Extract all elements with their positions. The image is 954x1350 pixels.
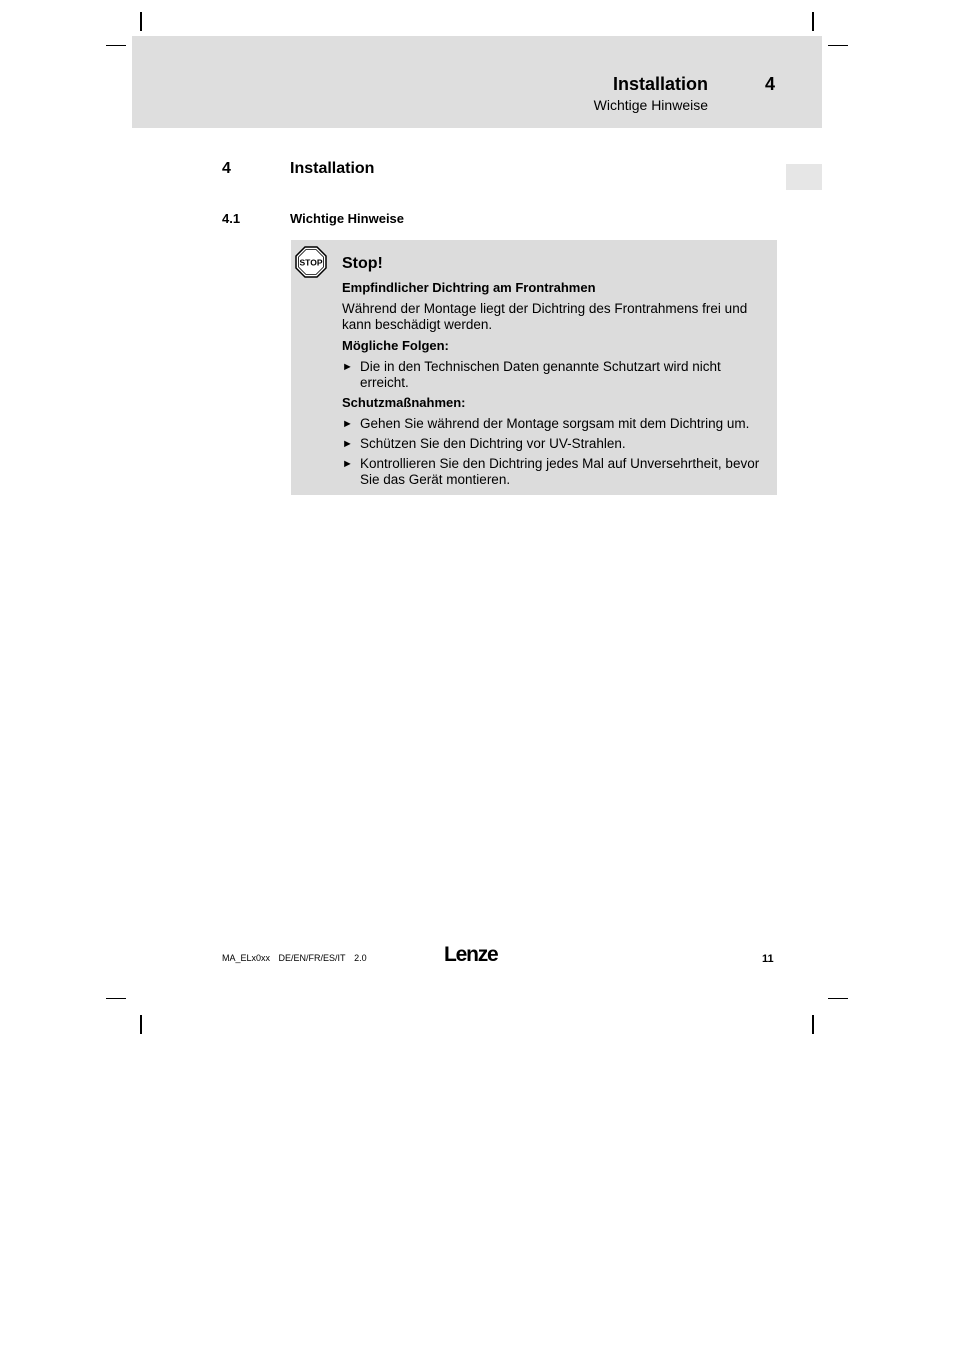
list-item	[342, 359, 772, 391]
header-title: Installation	[612, 74, 708, 94]
svg-text:STOP: STOP	[299, 257, 323, 268]
lenze-logo	[444, 942, 508, 966]
footer-doc-info	[222, 953, 373, 963]
measures-label: Schutzmaßnahmen:	[342, 395, 466, 410]
measure-text: Schützen Sie den Dichtring vor UV-Strahlen.	[360, 436, 626, 451]
stop-warning-box	[291, 240, 777, 495]
stop-paragraph: Während der Montage liegt der Dichtring des Frontrahmens frei und kann beschädigt werden.	[342, 301, 748, 332]
bullet-arrow-icon: ►	[342, 418, 353, 430]
header-chapter-number: 4	[765, 74, 776, 94]
measure-text: Gehen Sie während der Montage sorgsam mit dem Dichtring um.	[360, 416, 750, 431]
stop-subheading: Empfindlicher Dichtring am Frontrahmen	[342, 280, 596, 295]
footer-doc-id: MA_ELx0xx	[222, 953, 271, 963]
crop-mark	[140, 1015, 142, 1034]
consequences-label: Mögliche Folgen:	[342, 338, 449, 353]
crop-mark	[106, 998, 126, 999]
page-number: 11	[762, 953, 774, 965]
subsection-title: Wichtige Hinweise	[290, 211, 405, 226]
measure-text: Kontrollieren Sie den Dichtring jedes Mal auf Unversehrtheit, bevor Sie das Gerät montieren.	[360, 456, 760, 487]
crop-mark	[828, 998, 848, 999]
list-item	[342, 456, 772, 488]
crop-mark	[140, 12, 142, 31]
stop-box-content	[342, 254, 772, 492]
crop-mark	[828, 45, 848, 46]
list-item	[342, 436, 772, 452]
bullet-arrow-icon: ►	[342, 438, 353, 450]
crop-mark	[812, 12, 814, 31]
stop-sign-icon	[295, 246, 327, 278]
crop-mark	[106, 45, 126, 46]
section-title: Installation	[290, 160, 375, 177]
stop-heading: Stop!	[342, 255, 383, 272]
bullet-arrow-icon: ►	[342, 458, 353, 470]
svg-text:Lenze: Lenze	[444, 943, 498, 966]
bullet-arrow-icon: ►	[342, 361, 353, 373]
list-item	[342, 416, 772, 432]
header-band	[132, 36, 822, 128]
footer-languages: DE/EN/FR/ES/IT	[278, 953, 346, 963]
consequence-text: Die in den Technischen Daten genannte Schutzart wird nicht erreicht.	[360, 359, 721, 390]
subsection-number: 4.1	[222, 211, 241, 226]
header-subtitle: Wichtige Hinweise	[593, 97, 708, 113]
footer-version: 2.0	[354, 953, 367, 963]
section-number: 4	[222, 160, 231, 177]
crop-mark	[812, 1015, 814, 1034]
chapter-side-tab	[786, 164, 822, 190]
